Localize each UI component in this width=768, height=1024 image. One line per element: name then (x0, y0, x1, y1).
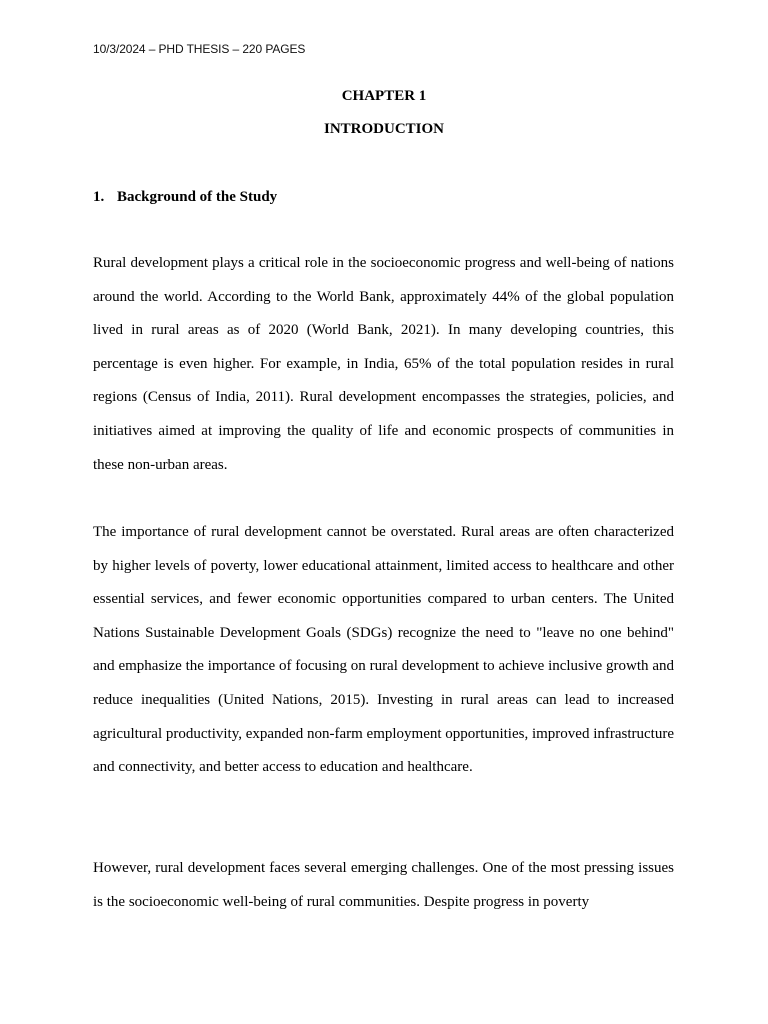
chapter-number: CHAPTER 1 (341, 88, 427, 104)
page-header: 10/3/2024 – PHD THESIS – 220 PAGES (93, 42, 306, 56)
body-paragraph-1: Rural development plays a critical role in the socioeconomic progress and well-being of nations around the world. According to the World Bank, approximately 44% of the global population lived in rural areas as of 2020 (World Bank, 2021). In many developing countries, this percentage is even higher. For example, in India, 65% of the total population resides in rural regions (Census of India, 2011). Rural development encompasses the strategies, policies, and initiatives aimed at improving the quality of life and economic prospects of communities in these non-urban areas. (93, 255, 674, 473)
chapter-title: INTRODUCTION (323, 121, 444, 137)
section-heading (93, 189, 277, 206)
section-title: Background of the Study (117, 189, 278, 205)
section-number: 1. (93, 189, 105, 205)
body-paragraph-2: The importance of rural development cannot be overstated. Rural areas are often characterized by higher levels of poverty, lower educational attainment, limited access to healthcare and other essential services, and fewer economic opportunities compared to urban centers. The United Nations Sustainable Development Goals (SDGs) recognize the need to "leave no one behind" and emphasize the importance of focusing on rural development to achieve inclusive growth and reduce inequalities (United Nations, 2015). Investing in rural areas can lead to increased agricultural productivity, expanded non-farm employment opportunities, improved infrastructure and connectivity, and better access to education and healthcare. (93, 524, 674, 776)
body-paragraph-3: However, rural development faces several emerging challenges. One of the most pressing issues is the socioeconomic well-being of rural communities. Despite progress in poverty (93, 860, 674, 910)
